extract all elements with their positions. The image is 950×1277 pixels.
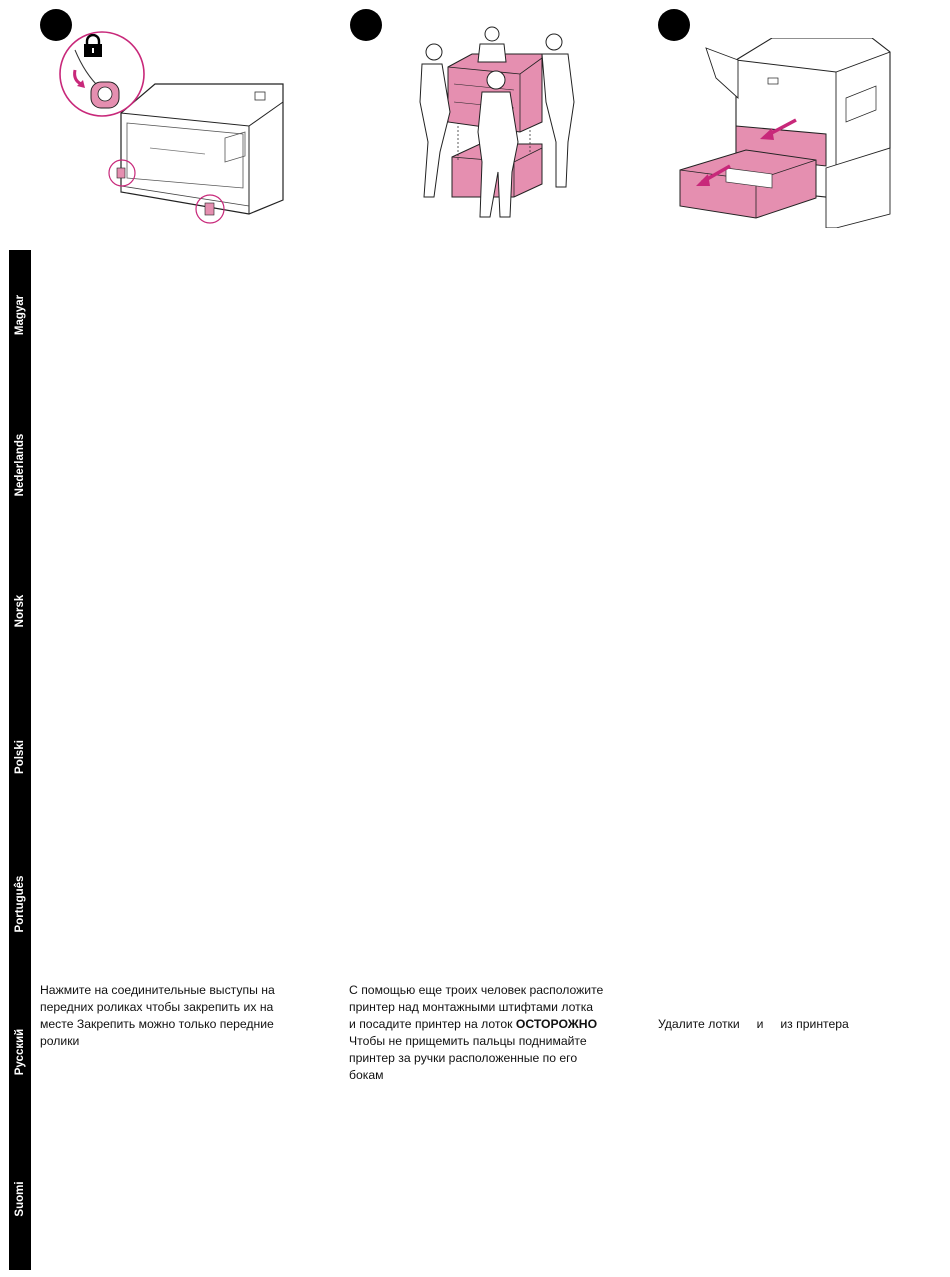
step-3-line: Удалите лотки и из принтера	[658, 1017, 849, 1031]
caution-label: ОСТОРОЖНО	[515, 1017, 598, 1031]
step-1-line: месте Закрепить можно только передние	[40, 1017, 274, 1031]
step-1-line: передних роликах чтобы закрепить их на	[40, 1000, 274, 1014]
cabinet-casters-illustration	[55, 28, 295, 228]
step-3-badge	[658, 9, 690, 41]
step-2-line: принтер за ручки расположенные по его	[349, 1051, 578, 1065]
language-tab-magyar: Magyar	[14, 294, 26, 336]
lifting-printer-illustration	[410, 22, 590, 227]
step-1-text	[40, 982, 330, 1050]
language-tab-polski: Polski	[14, 740, 26, 774]
step-2-line-with-warning	[349, 1016, 644, 1033]
language-tab-russian: Русский	[14, 1028, 26, 1076]
language-tab-norsk: Norsk	[14, 594, 26, 628]
step-2-line: Чтобы не прищемить пальцы поднимайте	[349, 1034, 587, 1048]
language-tab-suomi: Suomi	[14, 1181, 26, 1217]
language-tab-nederlands: Nederlands	[14, 433, 26, 497]
language-sidebar	[9, 250, 31, 1270]
step-3-text	[658, 982, 928, 1050]
step-2-line: принтер над монтажными штифтами лотка	[349, 1000, 594, 1014]
step-2-text	[349, 982, 644, 1084]
step-2-line: С помощью еще троих человек расположите	[349, 983, 604, 997]
lock-icon	[82, 34, 104, 58]
remove-trays-illustration	[676, 38, 896, 228]
language-tab-portugues: Português	[14, 875, 26, 933]
step-1-line: Нажмите на соединительные выступы на	[40, 983, 275, 997]
step-2-line: и посадите принтер на лоток	[349, 1017, 516, 1031]
step-2-line: бокам	[349, 1068, 384, 1082]
step-1-line: ролики	[40, 1034, 80, 1048]
step-2-badge	[350, 9, 382, 41]
